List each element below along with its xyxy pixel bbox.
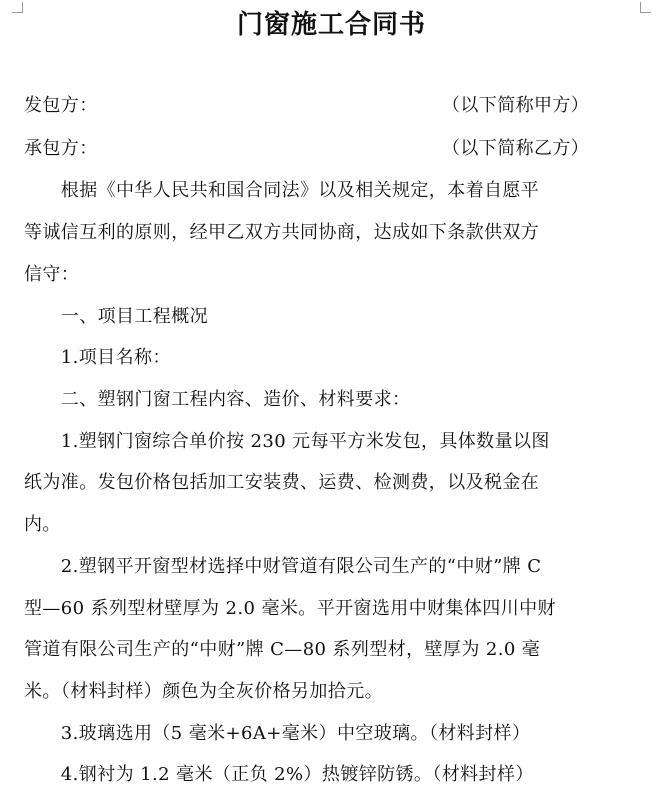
clause-1-line-1: 1.塑钢门窗综合单价按 230 元每平方米发包，具体数量以图 — [24, 431, 550, 452]
section-2-heading: 二、塑钢门窗工程内容、造价、材料要求： — [24, 389, 411, 410]
section-1-heading: 一、项目工程概况 — [24, 306, 208, 327]
party-b-line — [24, 139, 636, 159]
party-a-line — [24, 96, 636, 116]
clause-2-line-1: 2.塑钢平开窗型材选择中财管道有限公司生产的“中财”牌 C — [24, 556, 542, 577]
clause-2-line-4: 米。（材料封样）颜色为全灰价格另加拾元。 — [24, 681, 383, 702]
clause-4: 4.钢衬为 1.2 毫米（正负 2%）热镀锌防锈。（材料封样） — [24, 764, 534, 785]
clause-1-line-3: 内。 — [24, 514, 61, 535]
clause-3: 3.玻璃选用（5 毫米+6A+毫米）中空玻璃。（材料封样） — [24, 723, 531, 744]
clause-2-line-2: 型—60 系列型材壁厚为 2.0 毫米。平开窗选用中财集体四川中财 — [24, 598, 556, 619]
intro-line-3: 信守： — [24, 264, 80, 285]
project-name-item: 1.项目名称： — [24, 347, 171, 368]
party-b-note: （以下简称乙方） — [442, 138, 590, 159]
party-b-label: 承包方： — [24, 138, 98, 159]
party-a-label: 发包方： — [24, 95, 98, 116]
party-a-note: （以下简称甲方） — [442, 95, 590, 116]
clause-2-line-3: 管道有限公司生产的“中财”牌 C—80 系列型材，壁厚为 2.0 毫 — [24, 639, 541, 660]
intro-line-1: 根据《中华人民共和国合同法》以及相关规定，本着自愿平 — [24, 180, 540, 201]
clause-1-line-2: 纸为准。发包价格包括加工安装费、运费、检测费，以及税金在 — [24, 472, 540, 493]
document-title: 门窗施工合同书 — [236, 10, 426, 40]
intro-line-2: 等诚信互利的原则，经甲乙双方共同协商，达成如下条款供双方 — [24, 222, 540, 243]
